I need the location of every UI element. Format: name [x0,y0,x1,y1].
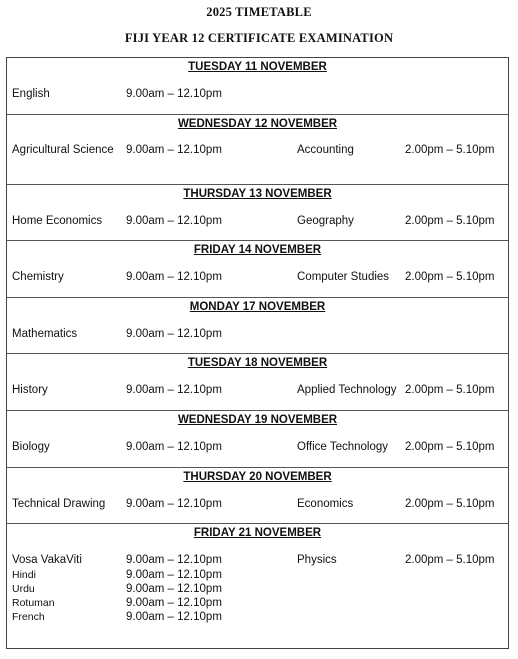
day-heading: FRIDAY 14 NOVEMBER [193,244,322,256]
day-section [7,468,508,524]
subject-name: Applied Technology [297,384,397,396]
exam-time: 2.00pm – 5.10pm [405,498,495,510]
exam-time: 9.00am – 12.10pm [126,441,222,453]
day-heading: WEDNESDAY 12 NOVEMBER [177,118,338,130]
day-section [7,115,508,185]
exam-row [7,597,508,611]
day-section [7,185,508,241]
exam-time: 2.00pm – 5.10pm [405,271,495,283]
page-subtitle: FIJI YEAR 12 CERTIFICATE EXAMINATION [124,31,394,45]
exam-time: 9.00am – 12.10pm [126,271,222,283]
exam-time: 9.00am – 12.10pm [126,384,222,396]
subject-name: History [12,384,48,396]
subject-name: Geography [297,215,354,227]
subject-name: Mathematics [12,328,78,340]
day-heading: MONDAY 17 NOVEMBER [189,301,326,313]
day-heading: THURSDAY 13 NOVEMBER [183,188,332,200]
day-heading: TUESDAY 11 NOVEMBER [188,61,327,73]
exam-row [7,569,508,583]
day-heading: THURSDAY 20 NOVEMBER [183,471,332,483]
subject-name: Urdu [12,583,35,595]
day-section [7,241,508,298]
day-section [7,298,508,354]
exam-time: 2.00pm – 5.10pm [405,554,495,566]
exam-time: 9.00am – 12.10pm [126,554,222,566]
exam-time: 9.00am – 12.10pm [126,215,222,227]
exam-time: 9.00am – 12.10pm [126,611,222,623]
exam-time: 9.00am – 12.10pm [126,597,222,609]
subject-name: Accounting [297,144,354,156]
exam-row [7,271,508,285]
exam-time: 2.00pm – 5.10pm [405,384,495,396]
subject-name: Chemistry [12,271,64,283]
subject-name: Vosa VakaViti [12,554,82,566]
exam-time: 9.00am – 12.10pm [126,144,222,156]
exam-row [7,611,508,625]
exam-row [7,328,508,342]
subject-name: French [12,611,45,623]
subject-name: Hindi [12,569,36,581]
subject-name: Rotuman [12,597,55,609]
exam-row [7,88,508,102]
subject-name: English [12,88,50,100]
exam-time: 2.00pm – 5.10pm [405,215,495,227]
exam-time: 9.00am – 12.10pm [126,569,222,581]
subject-name: Physics [297,554,337,566]
subject-name: Home Economics [12,215,103,227]
subject-name: Technical Drawing [12,498,106,510]
exam-row [7,384,508,398]
exam-time: 9.00am – 12.10pm [126,328,222,340]
exam-row [7,215,508,229]
day-section [7,411,508,468]
day-section [7,524,508,649]
day-section [7,58,508,115]
exam-row [7,583,508,597]
exam-row [7,498,508,512]
day-section [7,354,508,411]
exam-time: 9.00am – 12.10pm [126,498,222,510]
day-heading: WEDNESDAY 19 NOVEMBER [177,414,338,426]
subject-name: Agricultural Science [12,144,114,156]
exam-row [7,441,508,455]
exam-time: 2.00pm – 5.10pm [405,144,495,156]
subject-name: Biology [12,441,50,453]
subject-name: Office Technology [297,441,388,453]
subject-name: Computer Studies [297,271,390,283]
exam-row [7,554,508,568]
day-heading: TUESDAY 18 NOVEMBER [187,357,328,369]
page-title: 2025 TIMETABLE [206,5,312,19]
exam-time: 2.00pm – 5.10pm [405,441,495,453]
exam-row [7,144,508,158]
exam-time: 9.00am – 12.10pm [126,88,222,100]
subject-name: Economics [297,498,354,510]
day-heading: FRIDAY 21 NOVEMBER [193,527,322,539]
exam-time: 9.00am – 12.10pm [126,583,222,595]
timetable [6,57,509,649]
